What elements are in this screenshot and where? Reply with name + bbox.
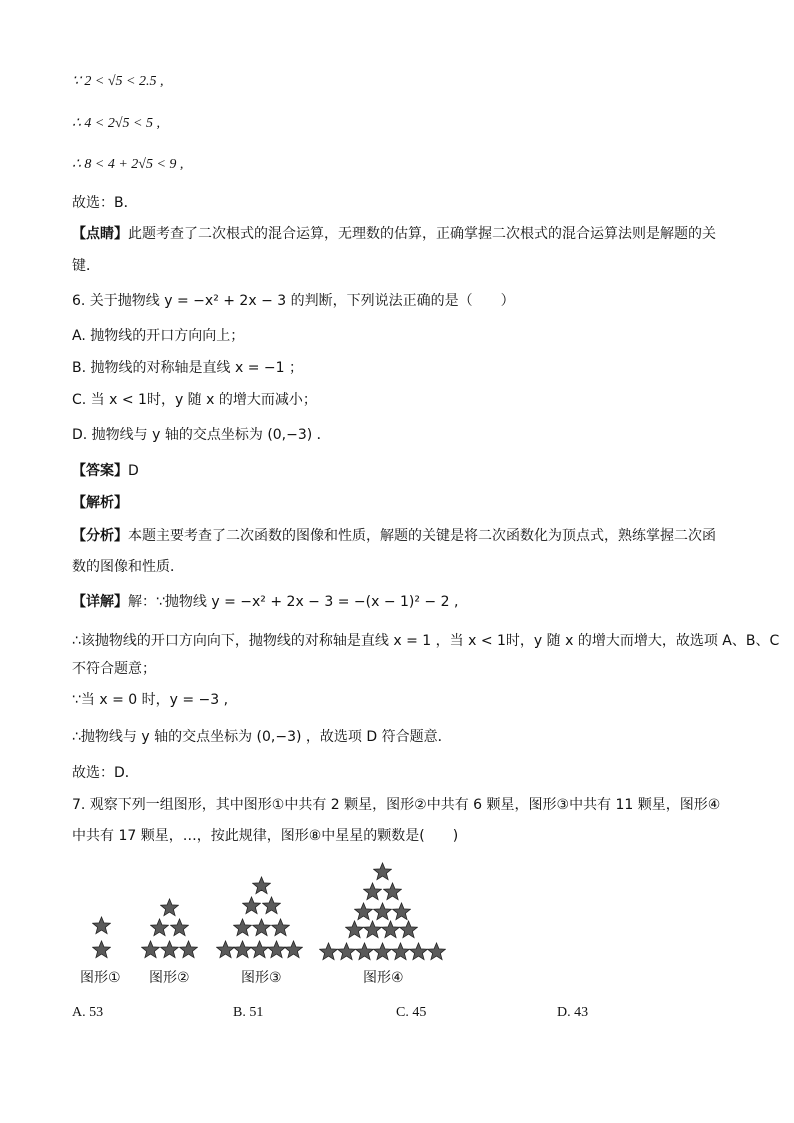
star-icon xyxy=(92,940,111,959)
q6-choose: 故选：D． xyxy=(72,765,139,781)
prev-comment-2: 键． xyxy=(72,258,100,274)
star-icon xyxy=(252,918,271,937)
prev-step-3: ∴ 8 < 4 + 2√5 < 9 , xyxy=(72,157,184,172)
fenxi-text-2: 数的图像和性质． xyxy=(72,559,184,575)
q6-option-a: A. 抛物线的开口方向向上； xyxy=(72,328,245,344)
star-icon xyxy=(337,942,356,961)
star-icon xyxy=(160,940,179,959)
star-icon xyxy=(409,942,428,961)
star-icon xyxy=(345,920,364,939)
q7-stem-1: 7. 观察下列一组图形，其中图形①中共有 2 颗星，图形②中共有 6 颗星，图形③中共有 11 颗星，图形④ xyxy=(72,797,721,813)
star-icon xyxy=(233,918,252,937)
star-icon xyxy=(242,896,261,915)
figure-label-2: 图形② xyxy=(149,970,190,986)
star-icon xyxy=(381,920,400,939)
figure-label-3: 图形③ xyxy=(241,970,282,986)
prev-step-2: ∴ 4 < 2√5 < 5 , xyxy=(72,116,160,131)
xiangjie-text-2: ∴该抛物线的开口方向向下，抛物线的对称轴是直线 x = 1 ，当 x < 1时，y 随 x 的增大而增大，故选项 A、B、C xyxy=(72,633,780,649)
q7-stem-2: 中共有 17 颗星，…，按此规律，图形⑧中星星的颗数是( ) xyxy=(72,828,459,844)
q6-fenxi xyxy=(72,526,716,546)
q6-option-b: B. 抛物线的对称轴是直线 x = −1 ； xyxy=(72,360,303,376)
star-icon xyxy=(427,942,446,961)
q6-answer xyxy=(72,461,139,481)
star-icon xyxy=(150,918,169,937)
comment-tag: 【点睛】 xyxy=(72,226,128,242)
q6-stem: 6. 关于抛物线 y = −x² + 2x − 3 的判断，下列说法正确的是（ ） xyxy=(72,293,515,309)
star-icon xyxy=(392,902,411,921)
xiangjie-tag: 【详解】 xyxy=(72,594,128,610)
q7-option-b: B. 51 xyxy=(233,1005,264,1020)
prev-comment xyxy=(72,224,716,244)
star-icon xyxy=(271,918,290,937)
star-icon xyxy=(363,920,382,939)
star-icon xyxy=(179,940,198,959)
xiangjie-text-4: ∵当 x = 0 时，y = −3 , xyxy=(72,692,229,708)
star-icon xyxy=(355,942,374,961)
fenxi-text-1: 本题主要考查了二次函数的图像和性质，解题的关键是将二次函数化为顶点式，熟练掌握二次函 xyxy=(128,528,716,544)
star-icon xyxy=(373,942,392,961)
star-icon xyxy=(160,898,179,917)
xiangjie-text-5: ∴抛物线与 y 轴的交点坐标为 (0,−3) ，故选项 D 符合题意． xyxy=(72,729,452,745)
star-icon xyxy=(373,902,392,921)
star-icon xyxy=(399,920,418,939)
star-icon xyxy=(92,916,111,935)
q6-option-c: C. 当 x < 1时，y 随 x 的增大而减小； xyxy=(72,392,317,408)
star-icon xyxy=(383,882,402,901)
q7-option-c: C. 45 xyxy=(396,1005,427,1020)
q6-option-d: D. 抛物线与 y 轴的交点坐标为 (0,−3) ． xyxy=(72,427,331,443)
star-icon xyxy=(373,862,392,881)
q6-xiangjie xyxy=(72,592,458,612)
star-icon xyxy=(391,942,410,961)
star-icon xyxy=(319,942,338,961)
star-icon xyxy=(252,876,271,895)
prev-choose: 故选：B． xyxy=(72,195,138,211)
analysis-tag: 【解析】 xyxy=(72,495,128,511)
star-icon xyxy=(262,896,281,915)
answer-tag: 【答案】 xyxy=(72,463,128,479)
q7-option-d: D. 43 xyxy=(557,1005,589,1020)
star-icon xyxy=(363,882,382,901)
star-icon xyxy=(354,902,373,921)
q7-option-a: A. 53 xyxy=(72,1005,104,1020)
star-icon xyxy=(141,940,160,959)
fenxi-tag: 【分析】 xyxy=(72,528,128,544)
prev-step-1: ∵ 2 < √5 < 2.5 , xyxy=(72,74,164,89)
comment-text-1: 此题考查了二次根式的混合运算，无理数的估算，正确掌握二次根式的混合运算法则是解题的关 xyxy=(128,226,716,242)
xiangjie-text-3: 不符合题意； xyxy=(72,661,156,677)
xiangjie-text-1: 解：∵抛物线 y = −x² + 2x − 3 = −(x − 1)² − 2 , xyxy=(128,594,459,610)
star-icon xyxy=(284,940,303,959)
answer-value: D xyxy=(128,463,139,479)
figure-label-4: 图形④ xyxy=(363,970,404,986)
star-icon xyxy=(170,918,189,937)
figure-label-1: 图形① xyxy=(80,970,121,986)
